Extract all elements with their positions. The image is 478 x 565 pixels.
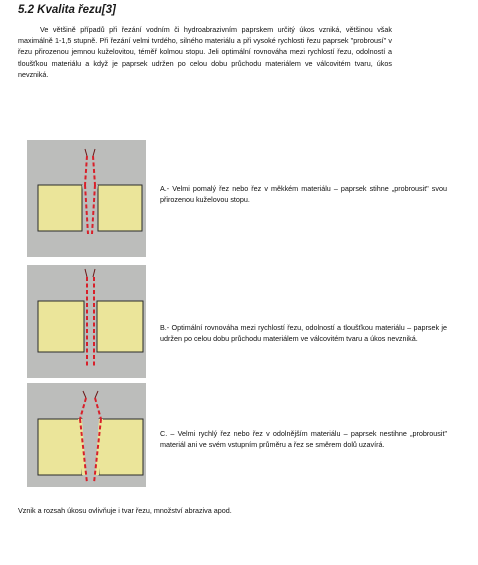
diagram-fast-cut bbox=[27, 383, 146, 487]
diagram-a-svg bbox=[27, 140, 146, 257]
diagram-slow-cut bbox=[27, 140, 146, 257]
kerf-gap bbox=[82, 185, 98, 231]
material-block-left bbox=[38, 419, 82, 475]
caption-slow-cut: A.- Velmi pomalý řez nebo řez v měkkém materiálu – paprsek stihne „probrousit" svou přirozenou kuželovou stopu. bbox=[160, 184, 447, 205]
jet-line-left bbox=[85, 156, 87, 185]
intro-paragraph: Ve většině případů při řezání vodním či hydroabrazivním paprskem určitý úkos vzniká, většinou však maximálně 1-1,5 stupně. Při řezání velmi tvrdého, silného materiálu a při vysoké rychlosti řezu paprsek "probrousí" v řezu přirozenou jemnou kuželovitou, téměř kolmou stopu. Jeli optimální rovnováha mezi rychlostí řezu, odolností a tloušťkou materiálu a když je paprsek udržen po celou dobu průchodu materiálem ve válcovitém tvaru, úkos nevzniká. bbox=[18, 25, 392, 79]
material-block-right bbox=[98, 185, 142, 231]
caption-optimal-cut: B.- Optimální rovnováha mezi rychlostí řezu, odolností a tloušťkou materiálu – paprsek je udržen po celou dobu průchodu materiálem ve válcovitém tvaru a úkos nevzniká. bbox=[160, 323, 447, 344]
nozzle-icon bbox=[85, 149, 95, 156]
diagram-b-svg bbox=[27, 265, 146, 378]
diagram-c-svg bbox=[27, 383, 146, 487]
caption-fast-cut: C. – Velmi rychlý řez nebo řez v odolnějším materiálu – paprsek nestihne „probrousit" materiál ani ve svém vstupním průměru a řez se směrem dolů uzavírá. bbox=[160, 429, 447, 450]
jet-line-left bbox=[80, 398, 86, 419]
material-block-left bbox=[38, 301, 84, 352]
nozzle-icon bbox=[83, 391, 98, 398]
nozzle-icon bbox=[85, 269, 95, 277]
jet-line-right bbox=[95, 398, 101, 419]
section-heading: 5.2 Kvalita řezu[3] bbox=[18, 4, 116, 16]
material-block-right bbox=[97, 301, 143, 352]
material-block-right bbox=[99, 419, 143, 475]
footer-note: Vznik a rozsah úkosu ovlivňuje i tvar řezu, množství abraziva apod. bbox=[18, 506, 232, 515]
diagram-optimal-cut bbox=[27, 265, 146, 378]
material-block-left bbox=[38, 185, 82, 231]
jet-line-right bbox=[93, 156, 95, 185]
